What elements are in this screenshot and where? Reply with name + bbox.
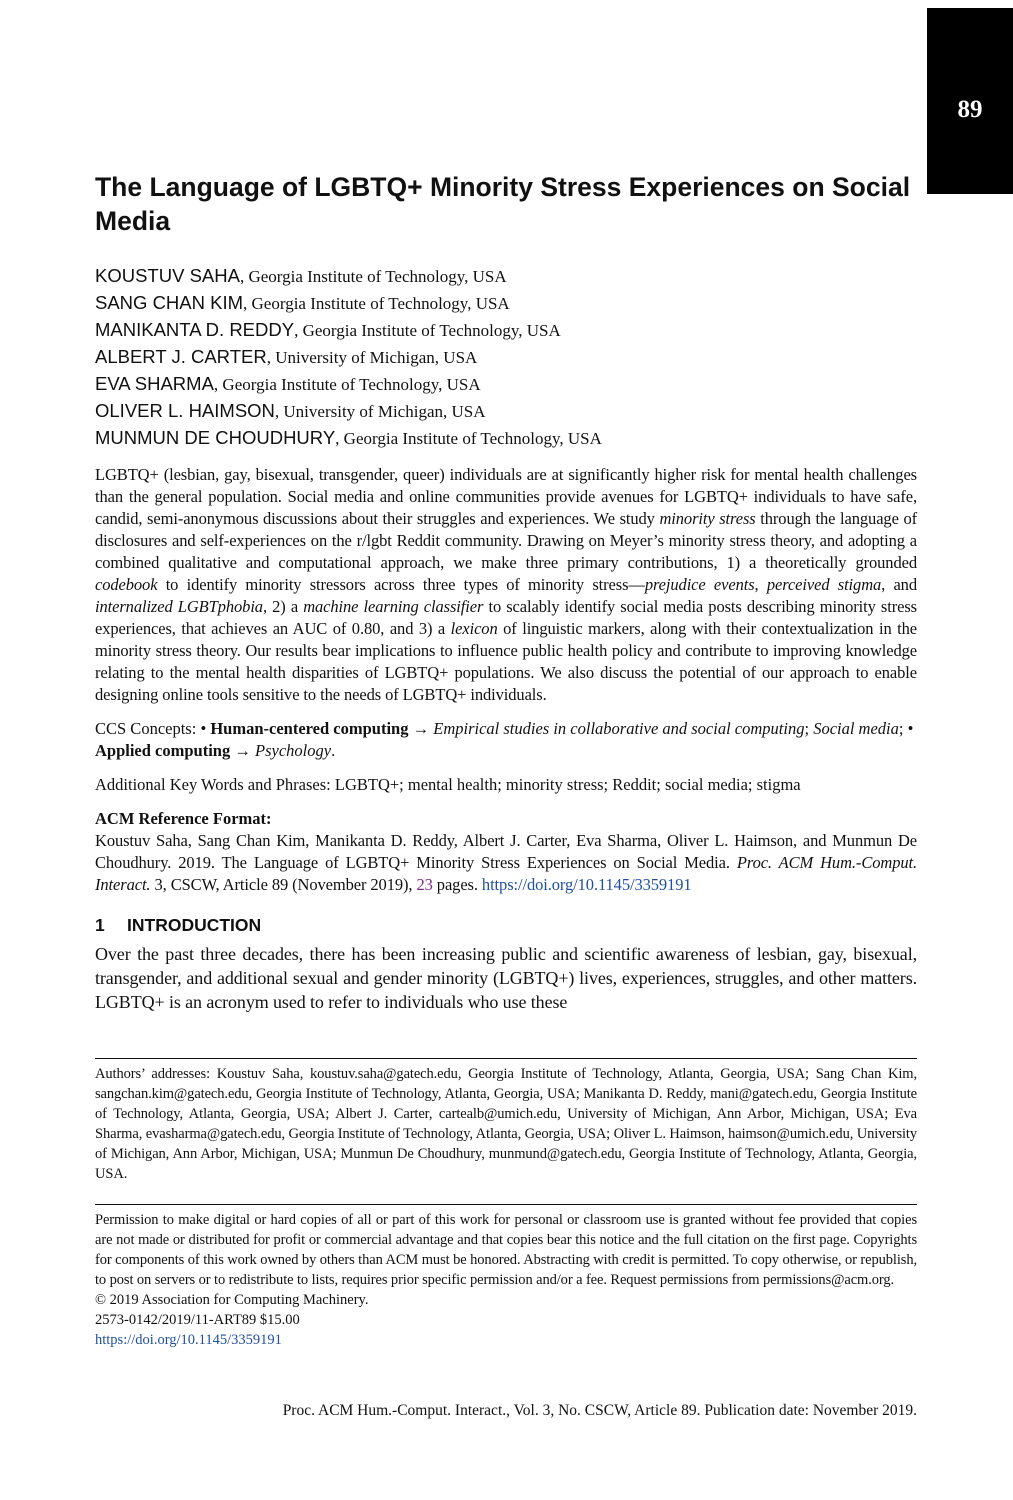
section-number: 1: [95, 915, 105, 935]
abstract: LGBTQ+ (lesbian, gay, bisexual, transgender, queer) individuals are at significantly higher risk for mental health challenges than the general population. Social media and online communities provide avenues for LGBTQ+ individuals to have safe, candid, semi-anonymous discussions about their struggles and experiences. We study minority stress through the language of disclosures and self-experiences on the r/lgbt Reddit community. Drawing on Meyer’s minority stress theory, and adopting a combined qualitative and computational approach, we make three primary contributions, 1) a theoretically grounded codebook to identify minority stressors across three types of minority stress—prejudice events, perceived stigma, and internalized LGBTphobia, 2) a machine learning classifier to scalably identify social media posts describing minority stress experiences, that achieves an AUC of 0.80, and 3) a lexicon of linguistic markers, along with their contextualization in the minority stress theory. Our results bear implications to influence public health policy and contribute to improving knowledge relating to the mental health disparities of LGBTQ+ populations. We also discuss the potential of our approach to enable designing online tools sensitive to the needs of LGBTQ+ individuals.: [95, 465, 917, 704]
main-content: [95, 170, 917, 1014]
author-entry: ALBERT J. CARTER, University of Michigan, USA: [95, 346, 478, 367]
keywords: Additional Key Words and Phrases: LGBTQ+; mental health; minority stress; Reddit; social media; stigma: [95, 775, 801, 794]
section-title: INTRODUCTION: [127, 915, 262, 935]
author-name: KOUSTUV SAHA: [95, 265, 240, 286]
paper-title: The Language of LGBTQ+ Minority Stress Experiences on Social Media: [95, 172, 911, 236]
permission-notice: Permission to make digital or hard copies of all or part of this work for personal or classroom use is granted without fee provided that copies are not made or distributed for profit or commercial advantage and that copies bear this notice and the full citation on the first page. Copyrights for components of this work owned by others than ACM must be honored. Abstracting with credit is permitted. To copy otherwise, or republish, to post on servers or to redistribute to lists, requires prior specific permission and/or a fee. Request permissions from permissions@acm.org.: [95, 1212, 917, 1288]
footnote-divider: [95, 1058, 917, 1059]
author-entry: SANG CHAN KIM, Georgia Institute of Technology, USA: [95, 292, 510, 313]
page-number-badge: [927, 8, 1013, 194]
author-affiliation: Georgia Institute of Technology, USA: [248, 267, 507, 286]
footnote-doi-link[interactable]: https://doi.org/10.1145/3359191: [95, 1332, 282, 1348]
author-affiliation: University of Michigan, USA: [283, 402, 486, 421]
author-affiliation: Georgia Institute of Technology, USA: [343, 429, 602, 448]
permission-divider: [95, 1204, 917, 1205]
page-count-link[interactable]: 23: [416, 875, 433, 894]
author-affiliation: University of Michigan, USA: [275, 348, 478, 367]
author-entry: OLIVER L. HAIMSON, University of Michigan, USA: [95, 400, 486, 421]
footnotes: [95, 1058, 917, 1350]
author-addresses: Authors’ addresses: Koustuv Saha, koustuv.saha@gatech.edu, Georgia Institute of Technology, Atlanta, Georgia, USA; Sang Chan Kim, sangchan.kim@gatech.edu, Georgia Institute of Technology, Atlanta, Georgia, USA; Manikanta D. Reddy, mani@gatech.edu, Georgia Institute of Technology, Atlanta, Georgia, USA; Albert J. Carter, cartealb@umich.edu, University of Michigan, Ann Arbor, Michigan, USA; Eva Sharma, evasharma@gatech.edu, Georgia Institute of Technology, Atlanta, Georgia, USA; Oliver L. Haimson, haimson@umich.edu, University of Michigan, Ann Arbor, Michigan, USA; Munmun De Choudhury, munmund@gatech.edu, Georgia Institute of Technology, Atlanta, Georgia, USA.: [95, 1066, 917, 1182]
author-entry: EVA SHARMA, Georgia Institute of Technology, USA: [95, 373, 481, 394]
author-name: ALBERT J. CARTER: [95, 346, 267, 367]
introduction-text: Over the past three decades, there has been increasing public and scientific awareness of lesbian, gay, bisexual, transgender, and additional sexual and gender minority (LGBTQ+) lives, experiences, struggles, and other matters. LGBTQ+ is an acronym used to refer to individuals who use these: [95, 944, 917, 1012]
author-name: MUNMUN DE CHOUDHURY: [95, 427, 336, 448]
reference-format: Koustuv Saha, Sang Chan Kim, Manikanta D. Reddy, Albert J. Carter, Eva Sharma, Oliver L. Haimson, and Munmun De Choudhury. 2019. The Language of LGBTQ+ Minority Stress Experiences on Social Media. Proc. ACM Hum.-Comput. Interact. 3, CSCW, Article 89 (November 2019), 23 pages. https://doi.org/10.1145/3359191: [95, 831, 918, 894]
author-name: EVA SHARMA: [95, 373, 214, 394]
author-entry: KOUSTUV SAHA, Georgia Institute of Technology, USA: [95, 265, 507, 286]
doi-link[interactable]: https://doi.org/10.1145/3359191: [481, 875, 692, 894]
author-name: MANIKANTA D. REDDY: [95, 319, 295, 340]
copyright-line: © 2019 Association for Computing Machinery.: [95, 1292, 369, 1308]
author-list: [95, 263, 917, 452]
ccs-concepts: CCS Concepts: • Human-centered computing → Empirical studies in collaborative and social computing; Social media; • Applied computing → Psychology.: [95, 719, 914, 760]
author-name: OLIVER L. HAIMSON: [95, 400, 275, 421]
section-heading: [95, 912, 917, 938]
author-affiliation: Georgia Institute of Technology, USA: [251, 294, 510, 313]
issn-line: 2573-0142/2019/11-ART89 $15.00: [95, 1312, 300, 1328]
author-affiliation: Georgia Institute of Technology, USA: [222, 375, 481, 394]
reference-format-heading: ACM Reference Format:: [95, 809, 272, 828]
author-affiliation: Georgia Institute of Technology, USA: [302, 321, 561, 340]
author-entry: MUNMUN DE CHOUDHURY, Georgia Institute of Technology, USA: [95, 427, 602, 448]
author-name: SANG CHAN KIM: [95, 292, 244, 313]
author-entry: MANIKANTA D. REDDY, Georgia Institute of Technology, USA: [95, 319, 561, 340]
page-number: 89: [957, 96, 983, 123]
running-footer: Proc. ACM Hum.-Comput. Interact., Vol. 3, No. CSCW, Article 89. Publication date: November 2019.: [282, 1402, 917, 1419]
